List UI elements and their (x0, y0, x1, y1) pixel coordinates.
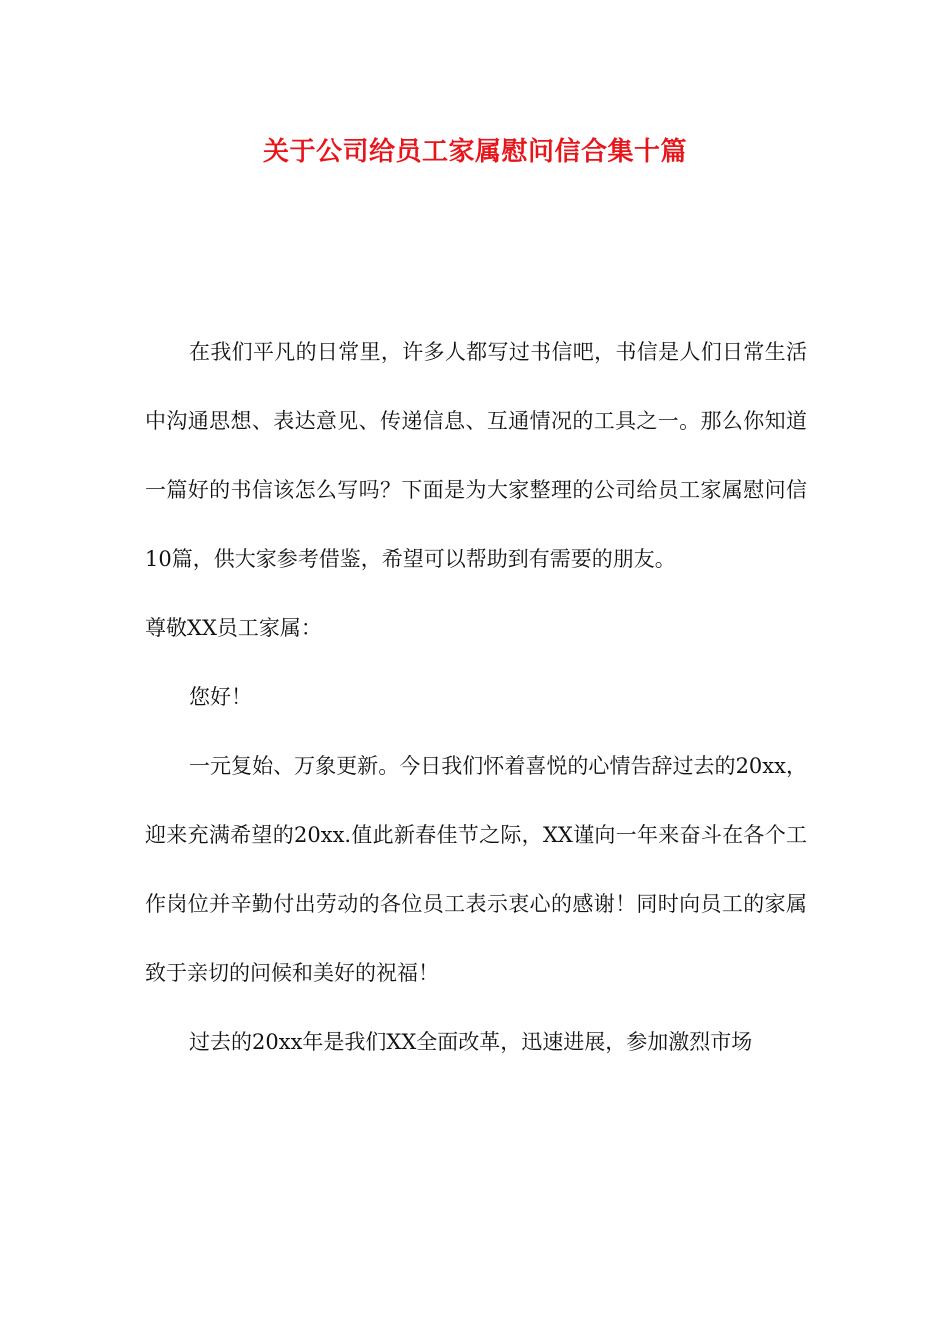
letter-paragraph: 一元复始、万象更新。今日我们怀着喜悦的心情告辞过去的20xx，迎来充满希望的20xx.值此新春佳节之际，XX谨向一年来奋斗在各个工作岗位并辛勤付出劳动的各位员工表示衷心的感谢！同时向员工的家属致于亲切的问候和美好的祝福！ (145, 754, 807, 985)
intro-paragraph: 在我们平凡的日常里，许多人都写过书信吧，书信是人们日常生活中沟通思想、表达意见、传递信息、互通情况的工具之一。那么你知道一篇好的书信该怎么写吗？下面是为大家整理的公司给员工家属慰问信10篇，供大家参考借鉴，希望可以帮助到有需要的朋友。 (145, 340, 807, 571)
document-title: 关于公司给员工家属慰问信合集十篇 (262, 137, 687, 167)
document-body (145, 318, 807, 1077)
greeting: 您好！ (189, 685, 252, 709)
salutation: 尊敬XX员工家属： (145, 616, 322, 640)
letter-paragraph: 过去的20xx年是我们XX全面改革，迅速进展，参加激烈市场 (189, 1030, 753, 1054)
